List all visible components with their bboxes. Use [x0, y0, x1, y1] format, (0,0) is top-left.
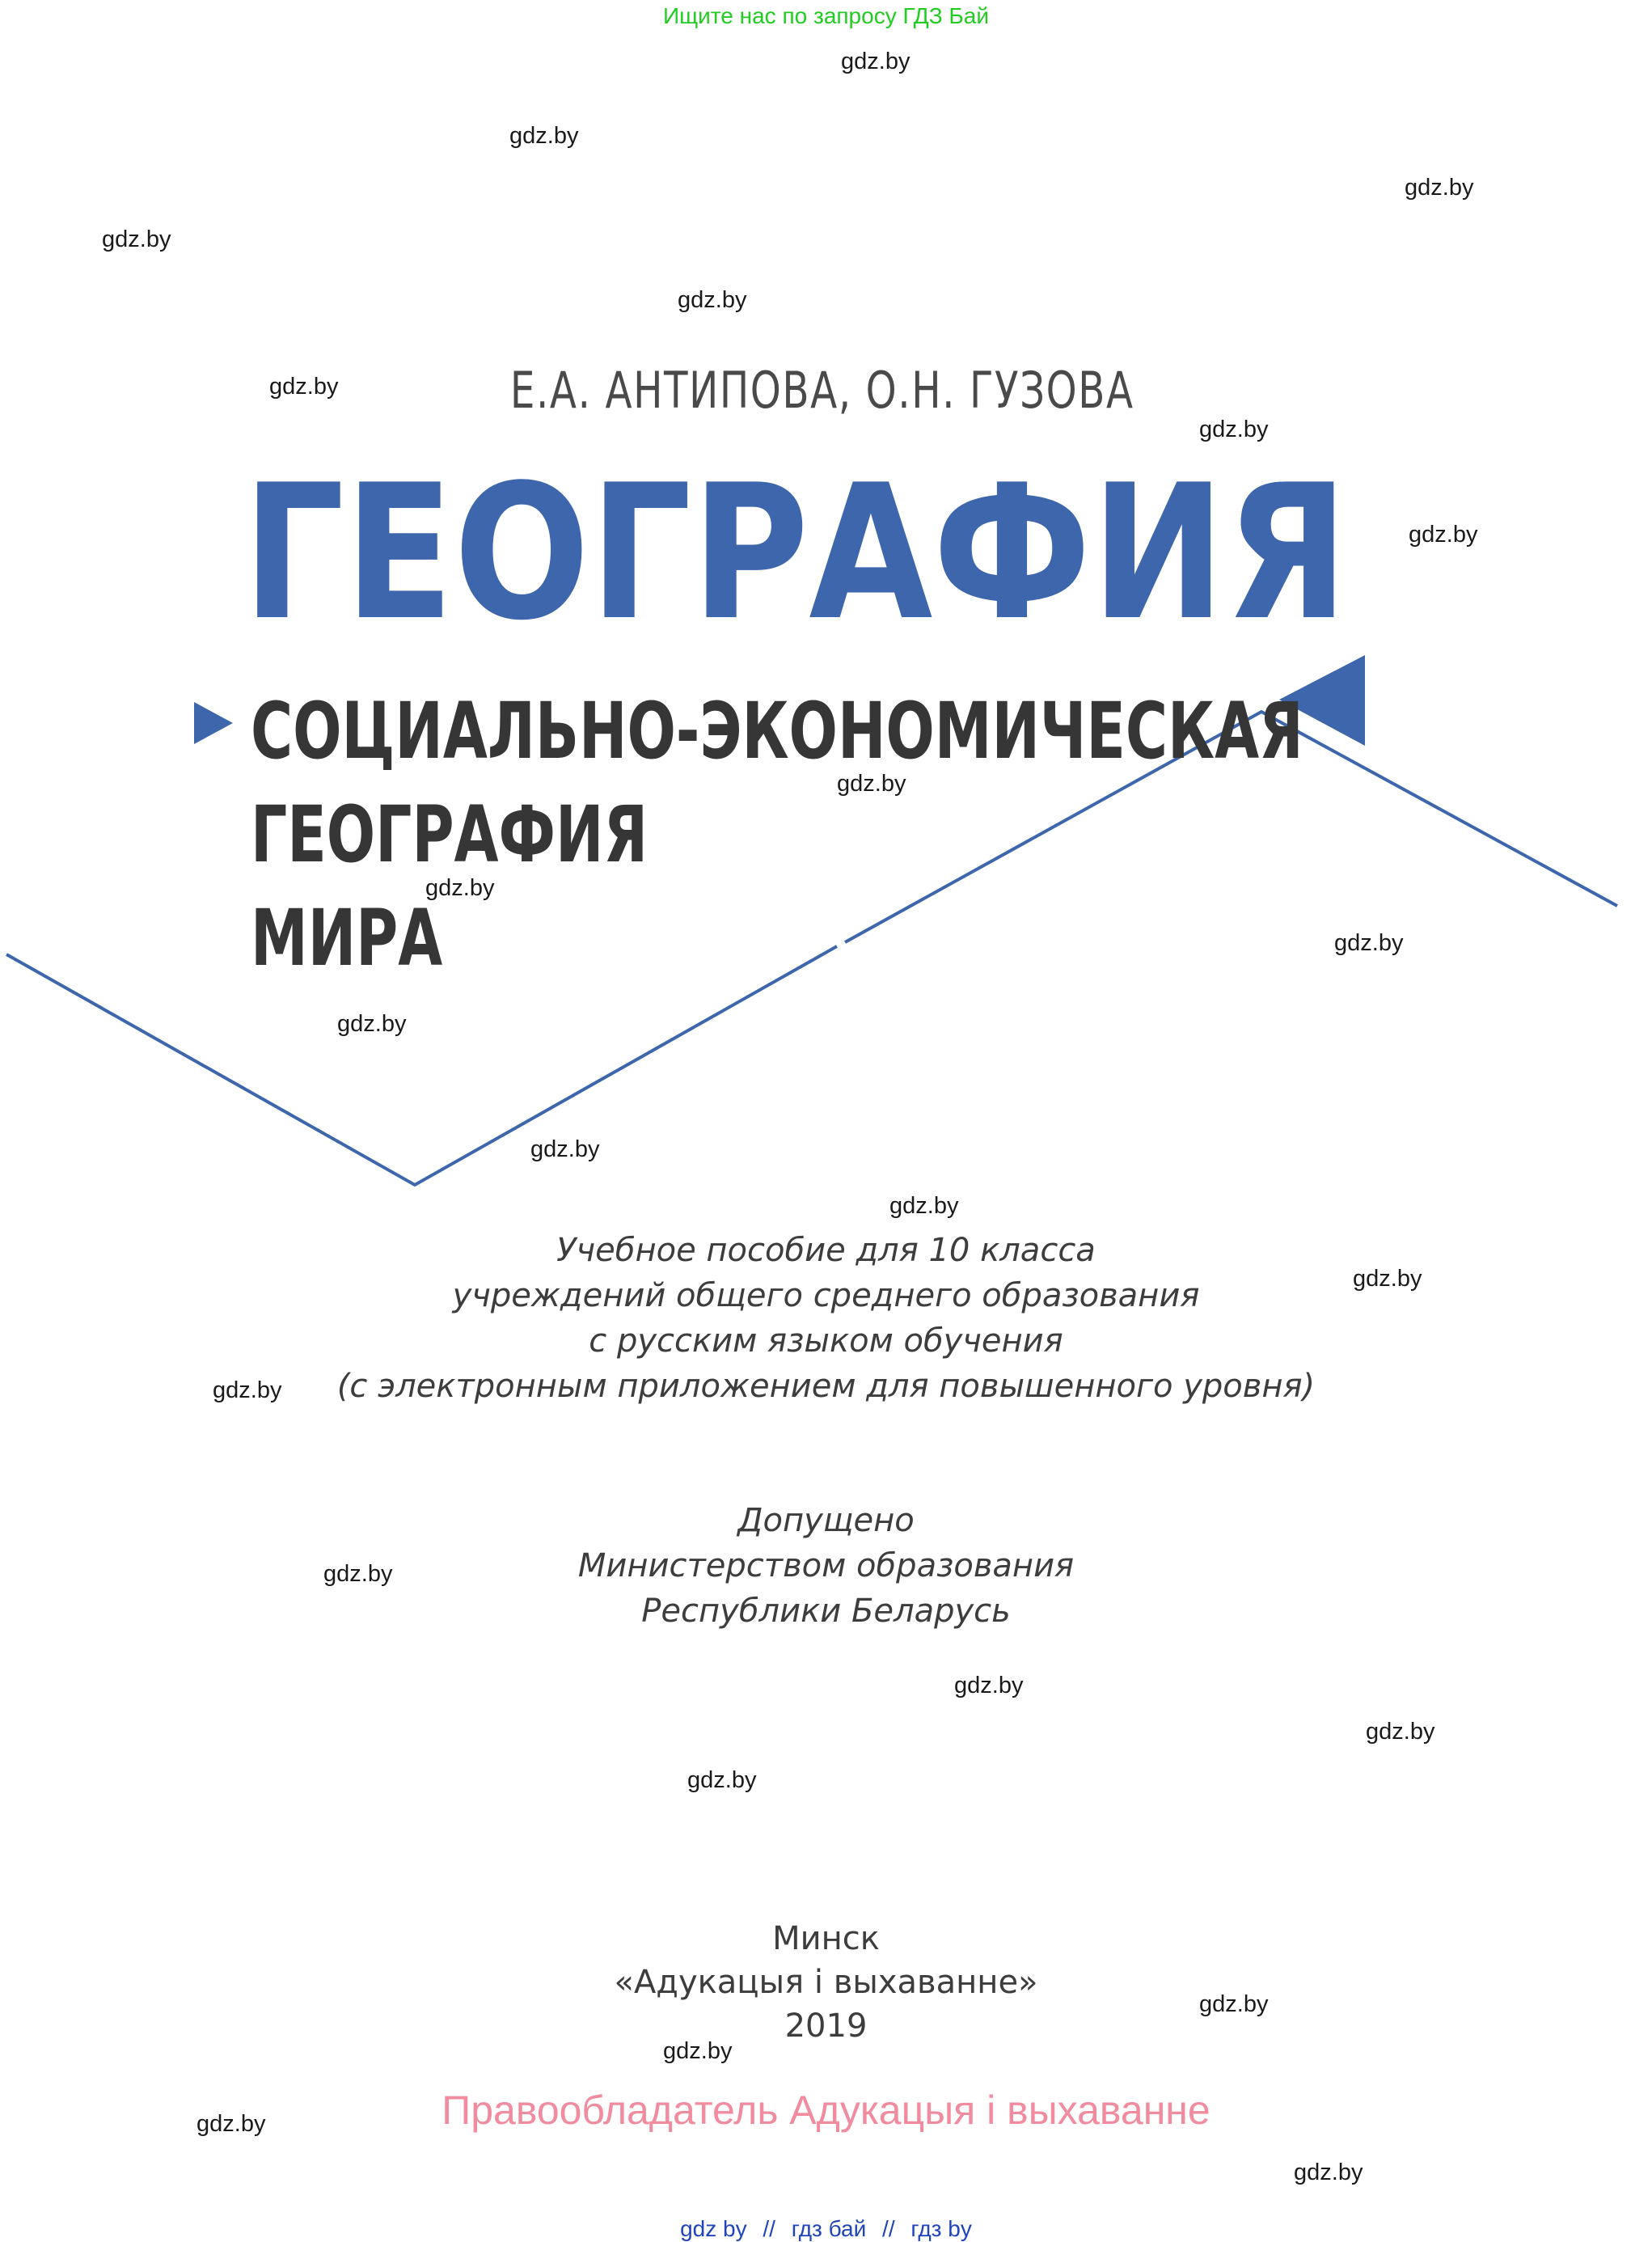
description-line: Учебное пособие для 10 класса — [556, 1232, 1096, 1269]
approval-line: Министерством образования — [577, 1547, 1075, 1584]
watermark: gdz.by — [213, 1377, 282, 1403]
footer-separator: // — [763, 2216, 775, 2241]
watermark: gdz.by — [1334, 930, 1404, 956]
publisher-city: Минск — [772, 1920, 880, 1957]
approval-line: Допущено — [737, 1502, 915, 1539]
watermark: gdz.by — [1366, 1719, 1435, 1745]
watermark: gdz.by — [323, 1561, 393, 1587]
watermark: gdz.by — [269, 374, 339, 400]
search-banner[interactable]: Ищите нас по запросу ГДЗ Бай — [662, 3, 990, 28]
footer-separator: // — [882, 2216, 895, 2241]
watermark: gdz.by — [1409, 522, 1478, 548]
footer-link[interactable]: гдз бай — [791, 2216, 867, 2241]
approval-line: Республики Беларусь — [641, 1593, 1011, 1630]
publisher-name: «Адукацыя і выхаванне» — [614, 1964, 1038, 2001]
watermark: gdz.by — [196, 2111, 266, 2137]
watermark: gdz.by — [841, 49, 911, 74]
book-description — [0, 1228, 1652, 1409]
book-title: ГЕОГРАФИЯ — [243, 446, 1349, 662]
footer-links — [0, 2216, 1652, 2242]
watermark: gdz.by — [1199, 1991, 1269, 2017]
subtitle-line: СОЦИАЛЬНО-ЭКОНОМИЧЕСКАЯ — [251, 686, 1303, 776]
watermark: gdz.by — [1199, 417, 1269, 442]
book-authors: Е.А. АНТИПОВА, О.Н. ГУЗОВА — [509, 361, 1134, 420]
right-pointing-triangle-icon — [194, 702, 233, 744]
publisher-info — [0, 1917, 1652, 2048]
description-line: с русским языком обучения — [589, 1322, 1063, 1360]
book-subtitle — [251, 679, 1303, 990]
watermark: gdz.by — [1294, 2160, 1363, 2185]
watermark: gdz.by — [889, 1193, 959, 1219]
watermark: gdz.by — [954, 1673, 1024, 1698]
watermark: gdz.by — [663, 2038, 733, 2064]
subtitle-line: МИРА — [251, 893, 443, 984]
description-line: (с электронным приложением для повышенного уровня) — [336, 1368, 1316, 1405]
publication-year: 2019 — [784, 2007, 868, 2045]
watermark: gdz.by — [102, 226, 171, 252]
rights-holder: Правообладатель Адукацыя і выхаванне — [442, 2088, 1210, 2133]
approval-note — [0, 1498, 1652, 1634]
watermark: gdz.by — [837, 771, 906, 797]
watermark: gdz.by — [1353, 1266, 1422, 1292]
watermark: gdz.by — [425, 875, 495, 901]
subtitle-line: ГЕОГРАФИЯ — [251, 789, 649, 880]
watermark: gdz.by — [509, 123, 579, 149]
watermark: gdz.by — [678, 287, 747, 313]
footer-link[interactable]: gdz by — [680, 2216, 747, 2241]
footer-link[interactable]: гдз by — [911, 2216, 972, 2241]
watermark: gdz.by — [687, 1767, 757, 1793]
watermark: gdz.by — [337, 1011, 407, 1037]
watermark: gdz.by — [1405, 175, 1474, 201]
watermark: gdz.by — [530, 1136, 600, 1162]
description-line: учреждений общего среднего образования — [452, 1277, 1200, 1314]
